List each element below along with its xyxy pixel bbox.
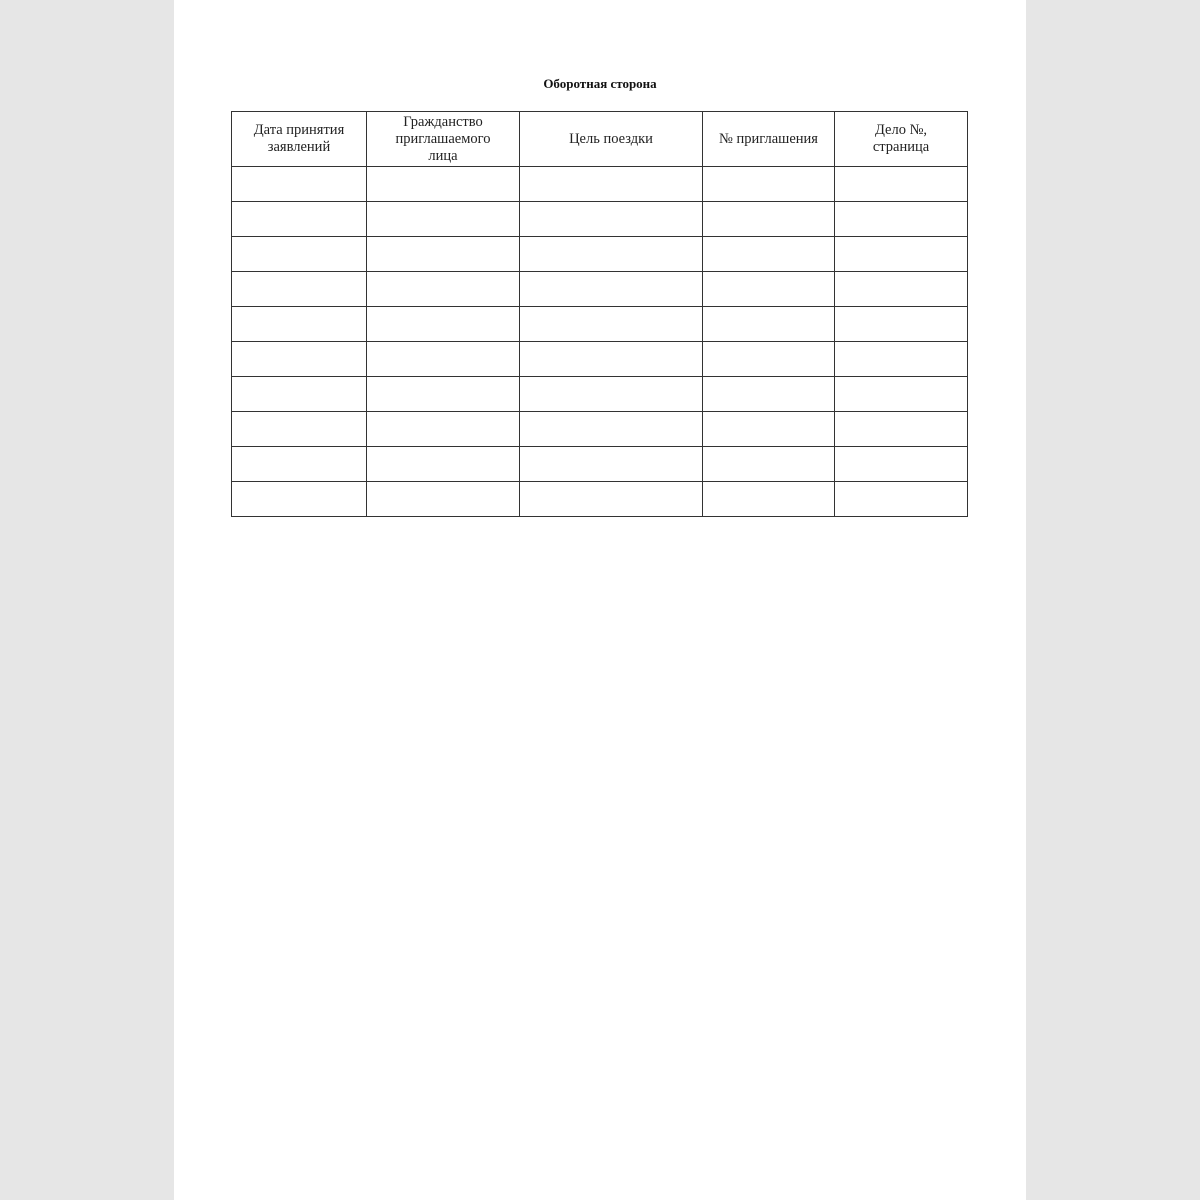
table-cell [520,272,703,307]
table-cell [520,202,703,237]
table-cell [367,237,520,272]
table-cell [367,377,520,412]
header-invitation-number: № приглашения [703,112,835,167]
table-cell [703,482,835,517]
header-case-page: Дело №, страница [835,112,968,167]
header-trip-purpose: Цель поездки [520,112,703,167]
table-header-row [232,112,968,167]
page-title: Оборотная сторона [543,76,657,91]
table-cell [835,482,968,517]
table-cell [232,307,367,342]
table-cell [367,167,520,202]
table-cell [835,272,968,307]
header-citizenship: Гражданство приглашаемого лица [367,112,520,167]
table-cell [835,202,968,237]
table-cell [520,482,703,517]
table-row [232,167,968,202]
table-cell [232,202,367,237]
table-cell [367,272,520,307]
table-cell [367,412,520,447]
table-cell [835,307,968,342]
table-cell [232,272,367,307]
table-cell [367,307,520,342]
table-cell [232,342,367,377]
table-cell [520,342,703,377]
table-row [232,412,968,447]
table-cell [703,377,835,412]
table-cell [520,447,703,482]
table-cell [367,202,520,237]
table-cell [520,412,703,447]
table-row [232,482,968,517]
table-cell [835,377,968,412]
table-cell [232,237,367,272]
document-page [174,0,1026,1200]
table-cell [232,377,367,412]
table-row [232,307,968,342]
table-cell [703,412,835,447]
table-cell [232,412,367,447]
table-cell [835,412,968,447]
table-cell [232,447,367,482]
table-cell [367,447,520,482]
table-cell [367,482,520,517]
table-row [232,272,968,307]
table-cell [520,237,703,272]
table-cell [367,342,520,377]
table-cell [703,272,835,307]
table-row [232,237,968,272]
register-table [231,111,968,517]
table-cell [703,447,835,482]
table-cell [232,482,367,517]
table-cell [703,237,835,272]
table-cell [232,167,367,202]
table-cell [520,377,703,412]
table-row [232,342,968,377]
table-row [232,202,968,237]
table-cell [835,167,968,202]
table-cell [835,342,968,377]
table-cell [703,307,835,342]
table-cell [520,167,703,202]
table-body [232,167,968,517]
table-cell [520,307,703,342]
table-cell [835,447,968,482]
table-cell [703,342,835,377]
table-cell [703,167,835,202]
header-application-date: Дата принятия заявлений [232,112,367,167]
table-cell [835,237,968,272]
table-cell [703,202,835,237]
table-row [232,377,968,412]
table-row [232,447,968,482]
